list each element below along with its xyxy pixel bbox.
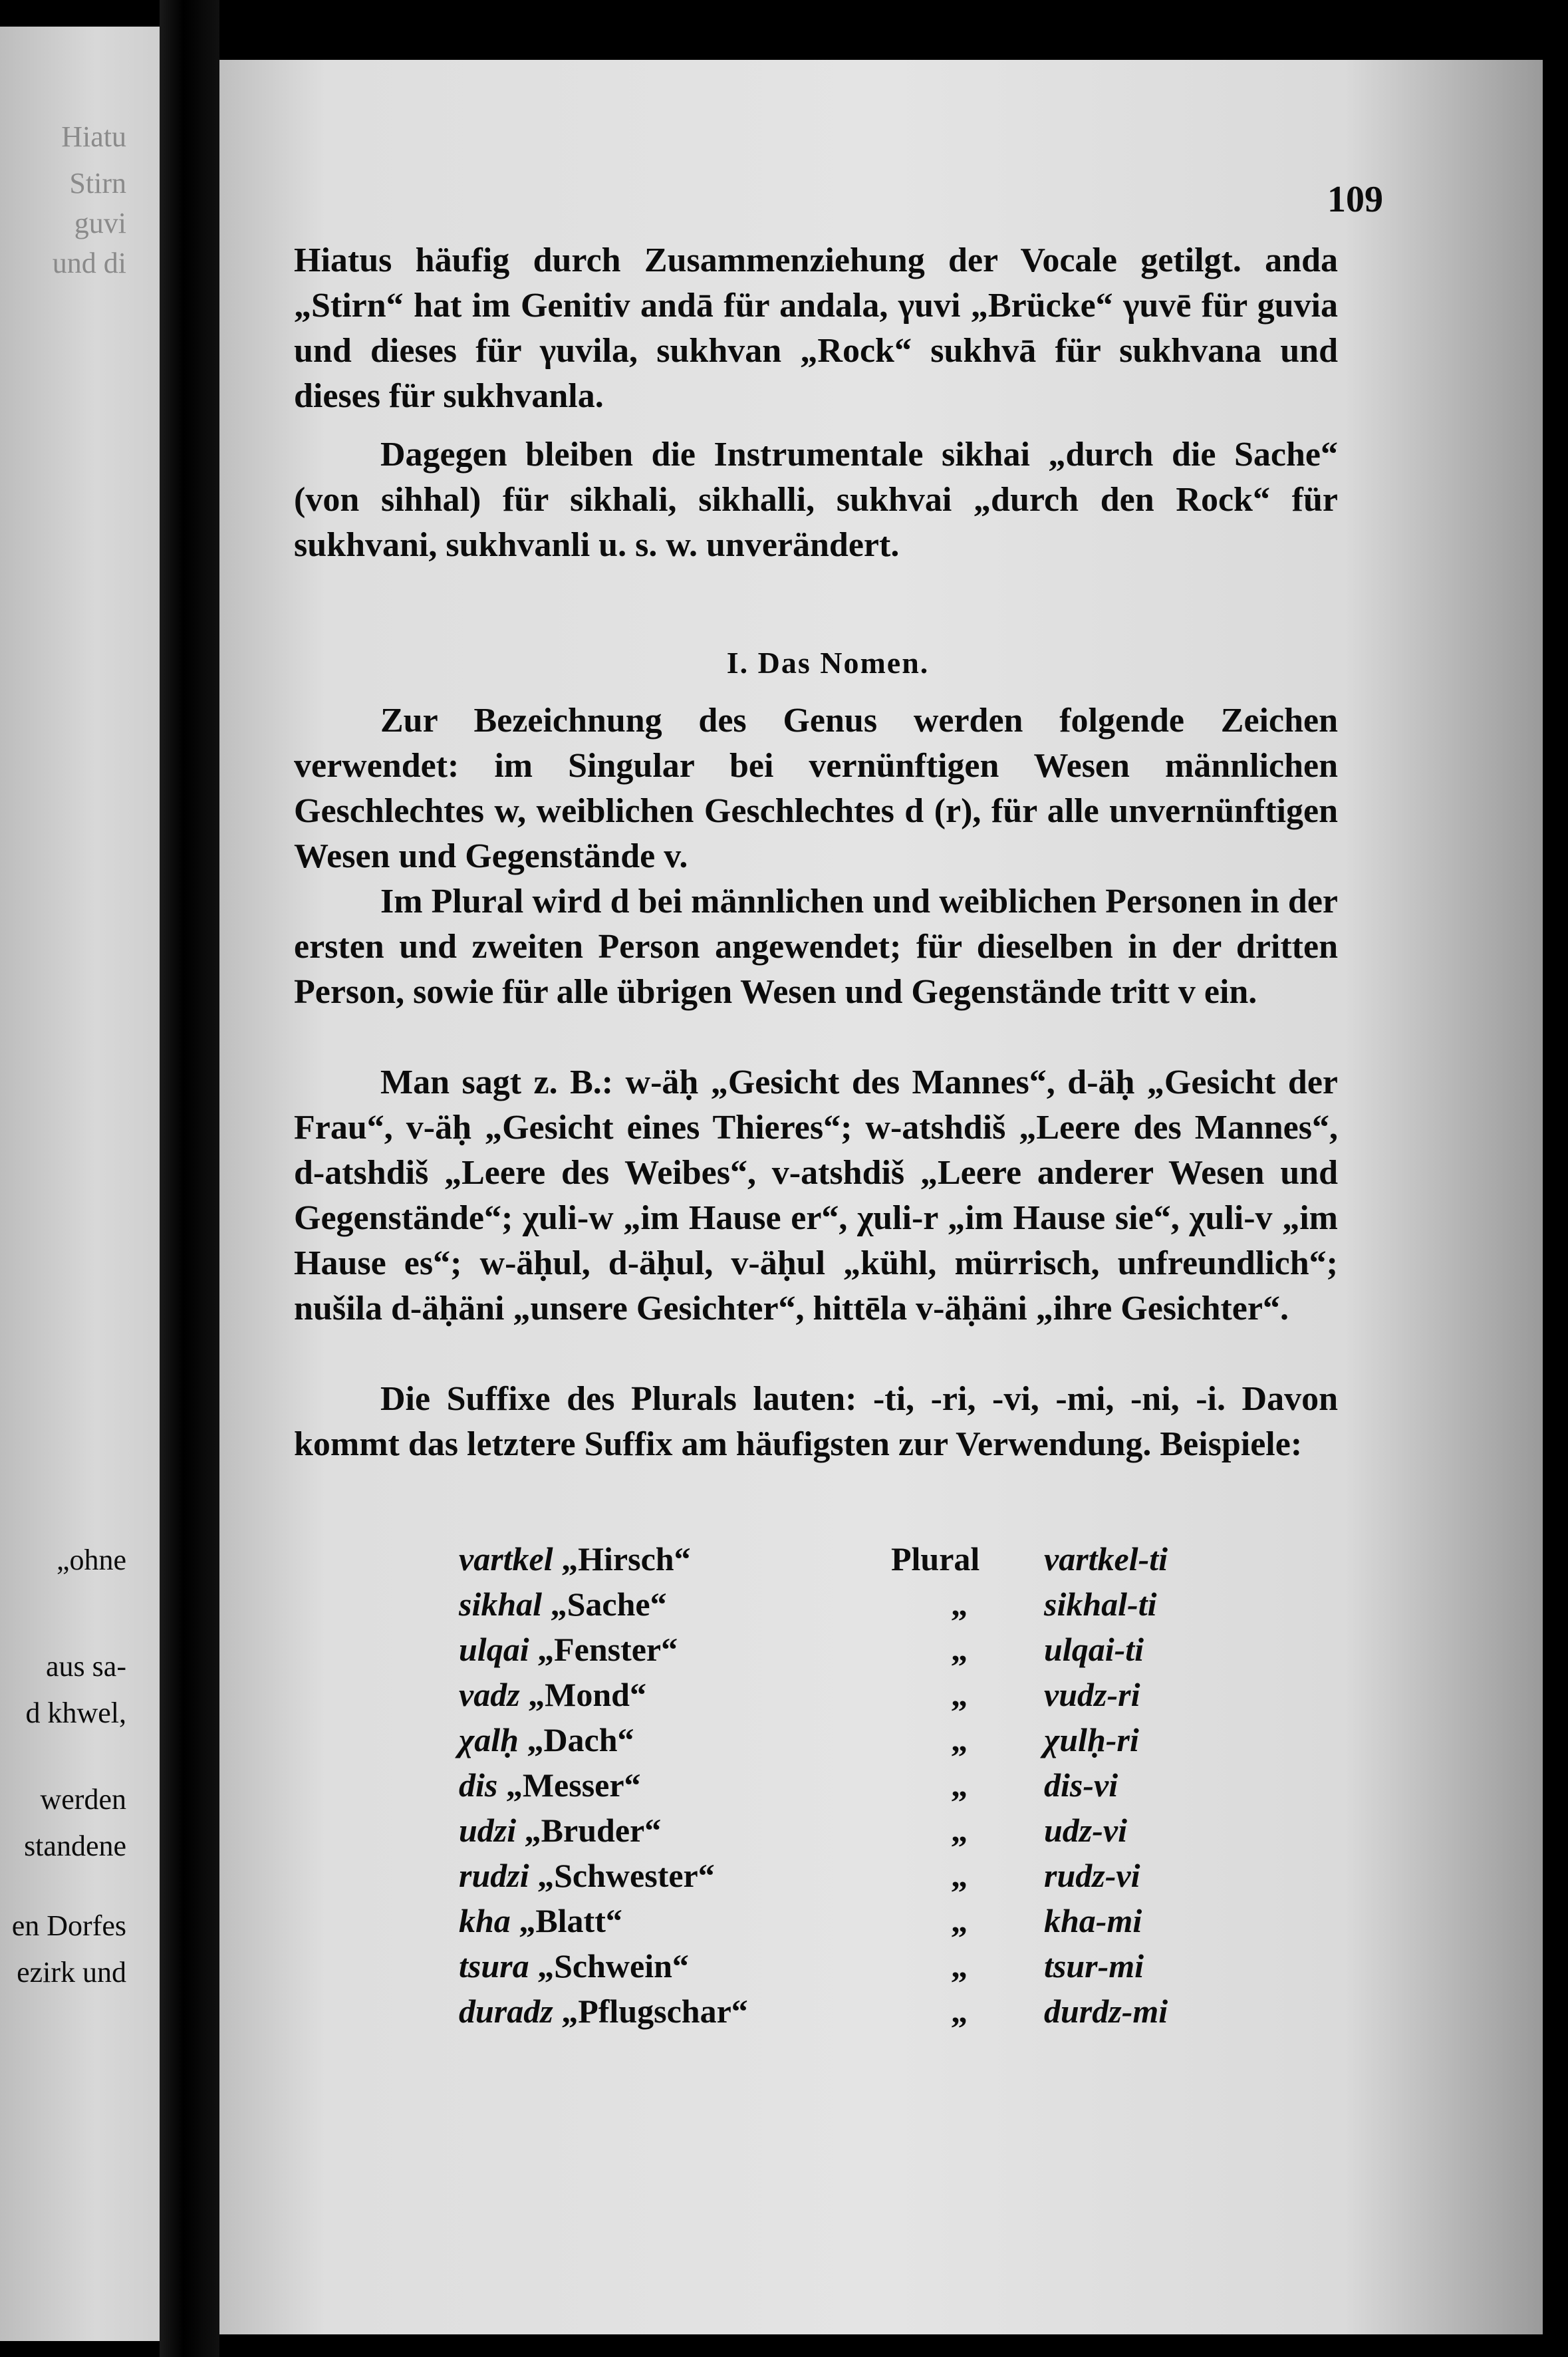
example-row (459, 1762, 1390, 1808)
ditto-mark: „ (951, 1947, 968, 1985)
left-facing-page (0, 27, 160, 2341)
singular-word: rudzi „Schwester“ (459, 1857, 715, 1894)
section-heading: I. Das Nomen. (726, 646, 930, 680)
left-page-fragment: ezirk und (17, 1956, 126, 1989)
example-row (459, 1853, 1390, 1898)
singular-word: kha „Blatt“ (459, 1902, 622, 1939)
paragraph-genus: Zur Bezeichnung des Genus werden folgende Zeichen verwendet: im Singular bei vernünftigen Wesen männlichen Geschlechtes w, weiblichen Geschlechtes d (r), für alle unvernünftigen Wesen und Gegenstände v. (294, 702, 1338, 875)
singular-word: vartkel „Hirsch“ (459, 1540, 691, 1578)
example-row (459, 1989, 1390, 2034)
singular-word: udzi „Bruder“ (459, 1812, 662, 1849)
example-row (459, 1672, 1390, 1717)
singular-word: vadz „Mond“ (459, 1676, 646, 1713)
ditto-mark: „ (951, 1812, 968, 1849)
ditto-mark: „ (951, 1676, 968, 1713)
left-page-fragment: en Dorfes (11, 1909, 126, 1942)
page-number: 109 (1327, 179, 1383, 220)
paragraph-plural: Im Plural wird d bei männlichen und weiblichen Personen in der ersten und zweiten Person angewendet; für dieselben in der dritten Person, sowie für alle übrigen Wesen und Gegenstände tritt v ein. (294, 883, 1338, 1011)
singular-word: χalḥ „Dach“ (459, 1721, 634, 1758)
example-row (459, 1536, 1390, 1582)
ditto-mark: „ (951, 1857, 968, 1894)
ditto-mark: „ (951, 1721, 968, 1758)
ditto-mark: „ (951, 1586, 968, 1623)
ditto-mark: „ (951, 1993, 968, 2030)
gloss: „Pflugschar“ (561, 1993, 748, 2030)
left-page-fragment: aus sa- (46, 1650, 126, 1683)
plural-form: dis-vi (1044, 1766, 1118, 1804)
gloss: „Schwein“ (537, 1947, 689, 1985)
left-page-fragment: standene (24, 1830, 126, 1862)
singular-word: duradz „Pflugschar“ (459, 1993, 748, 2030)
ditto-mark: „ (951, 1766, 968, 1804)
left-page-fragment: „ohne (56, 1544, 126, 1576)
ditto-mark: „ (951, 1631, 968, 1668)
paragraph-hiatus: Hiatus häufig durch Zusammenziehung der Vocale getilgt. anda „Stirn“ hat im Genitiv andā für andala, γuvi „Brücke“ γuvē für guvia und dieses für γuvila, sukhvan „Rock“ sukhvā für sukhvana und dieses für sukhvanla. (294, 241, 1338, 415)
plural-form: durdz-mi (1044, 1993, 1168, 2030)
example-row (459, 1582, 1390, 1627)
paragraph-instrumentale: Dagegen bleiben die Instrumentale sikhai „durch die Sache“ (von sihhal) für sikhali, sikhalli, sukhvai „durch den Rock“ für sukhvani, sukhvanli u. s. w. unverändert. (294, 436, 1338, 564)
plural-form: ulqai-ti (1044, 1631, 1144, 1668)
singular-word: tsura „Schwein“ (459, 1947, 689, 1985)
plural-form: rudz-vi (1044, 1857, 1140, 1894)
example-row (459, 1898, 1390, 1943)
left-page-fragment: und di (52, 247, 126, 279)
gloss: „Messer“ (505, 1766, 641, 1804)
example-row (459, 1808, 1390, 1853)
gloss: „Hirsch“ (561, 1540, 691, 1578)
singular-word: dis „Messer“ (459, 1766, 641, 1804)
plural-examples-table (459, 1536, 1390, 2034)
gloss: „Sache“ (550, 1586, 667, 1623)
paragraph-suffixe: Die Suffixe des Plurals lauten: -ti, -ri, -vi, -mi, -ni, -i. Davon kommt das letztere Suffix am häufigsten zur Verwendung. Beispiele: (294, 1380, 1338, 1463)
plural-form: udz-vi (1044, 1812, 1127, 1849)
gloss: „Mond“ (528, 1676, 646, 1713)
book-gutter (160, 0, 219, 2357)
plural-form: vartkel-ti (1044, 1540, 1168, 1578)
left-page-fragment: Hiatu (61, 120, 126, 153)
plural-form: χulḥ-ri (1044, 1721, 1139, 1758)
plural-form: kha-mi (1044, 1902, 1142, 1939)
example-row (459, 1627, 1390, 1672)
left-page-fragment: guvi (74, 207, 126, 239)
example-row (459, 1943, 1390, 1989)
book-page (219, 60, 1543, 2334)
singular-word: ulqai „Fenster“ (459, 1631, 678, 1668)
plural-form: tsur-mi (1044, 1947, 1144, 1985)
left-page-fragment: Stirn (69, 167, 126, 200)
plural-form: vudz-ri (1044, 1676, 1140, 1713)
left-page-fragment: werden (40, 1783, 126, 1816)
left-page-fragment: d khwel, (25, 1697, 126, 1729)
gloss: „Schwester“ (537, 1857, 715, 1894)
ditto-mark: „ (951, 1902, 968, 1939)
gloss: „Bruder“ (524, 1812, 662, 1849)
gloss: „Blatt“ (519, 1902, 622, 1939)
gloss: „Fenster“ (537, 1631, 678, 1668)
plural-form: sikhal-ti (1044, 1586, 1157, 1623)
singular-word: sikhal „Sache“ (459, 1586, 667, 1623)
gloss: „Dach“ (527, 1721, 634, 1758)
paragraph-beispiele-genus: Man sagt z. B.: w-äḥ „Gesicht des Mannes“, d-äḥ „Gesicht der Frau“, v-äḥ „Gesicht eines Thieres“; w-atshdiš „Leere des Mannes“, d-atshdiš „Leere des Weibes“, v-atshdiš „Leere anderer Wesen und Gegenstände“; χuli-w „im Hause er“, χuli-r „im Hause sie“, χuli-v „im Hause es“; w-äḥul, d-äḥul, v-äḥul „kühl, mürrisch, unfreundlich“; nušila d-äḥäni „unsere Gesichter“, hittēla v-äḥäni „ihre Gesichter“. (294, 1063, 1338, 1327)
plural-label: Plural (891, 1540, 980, 1578)
example-row (459, 1717, 1390, 1762)
